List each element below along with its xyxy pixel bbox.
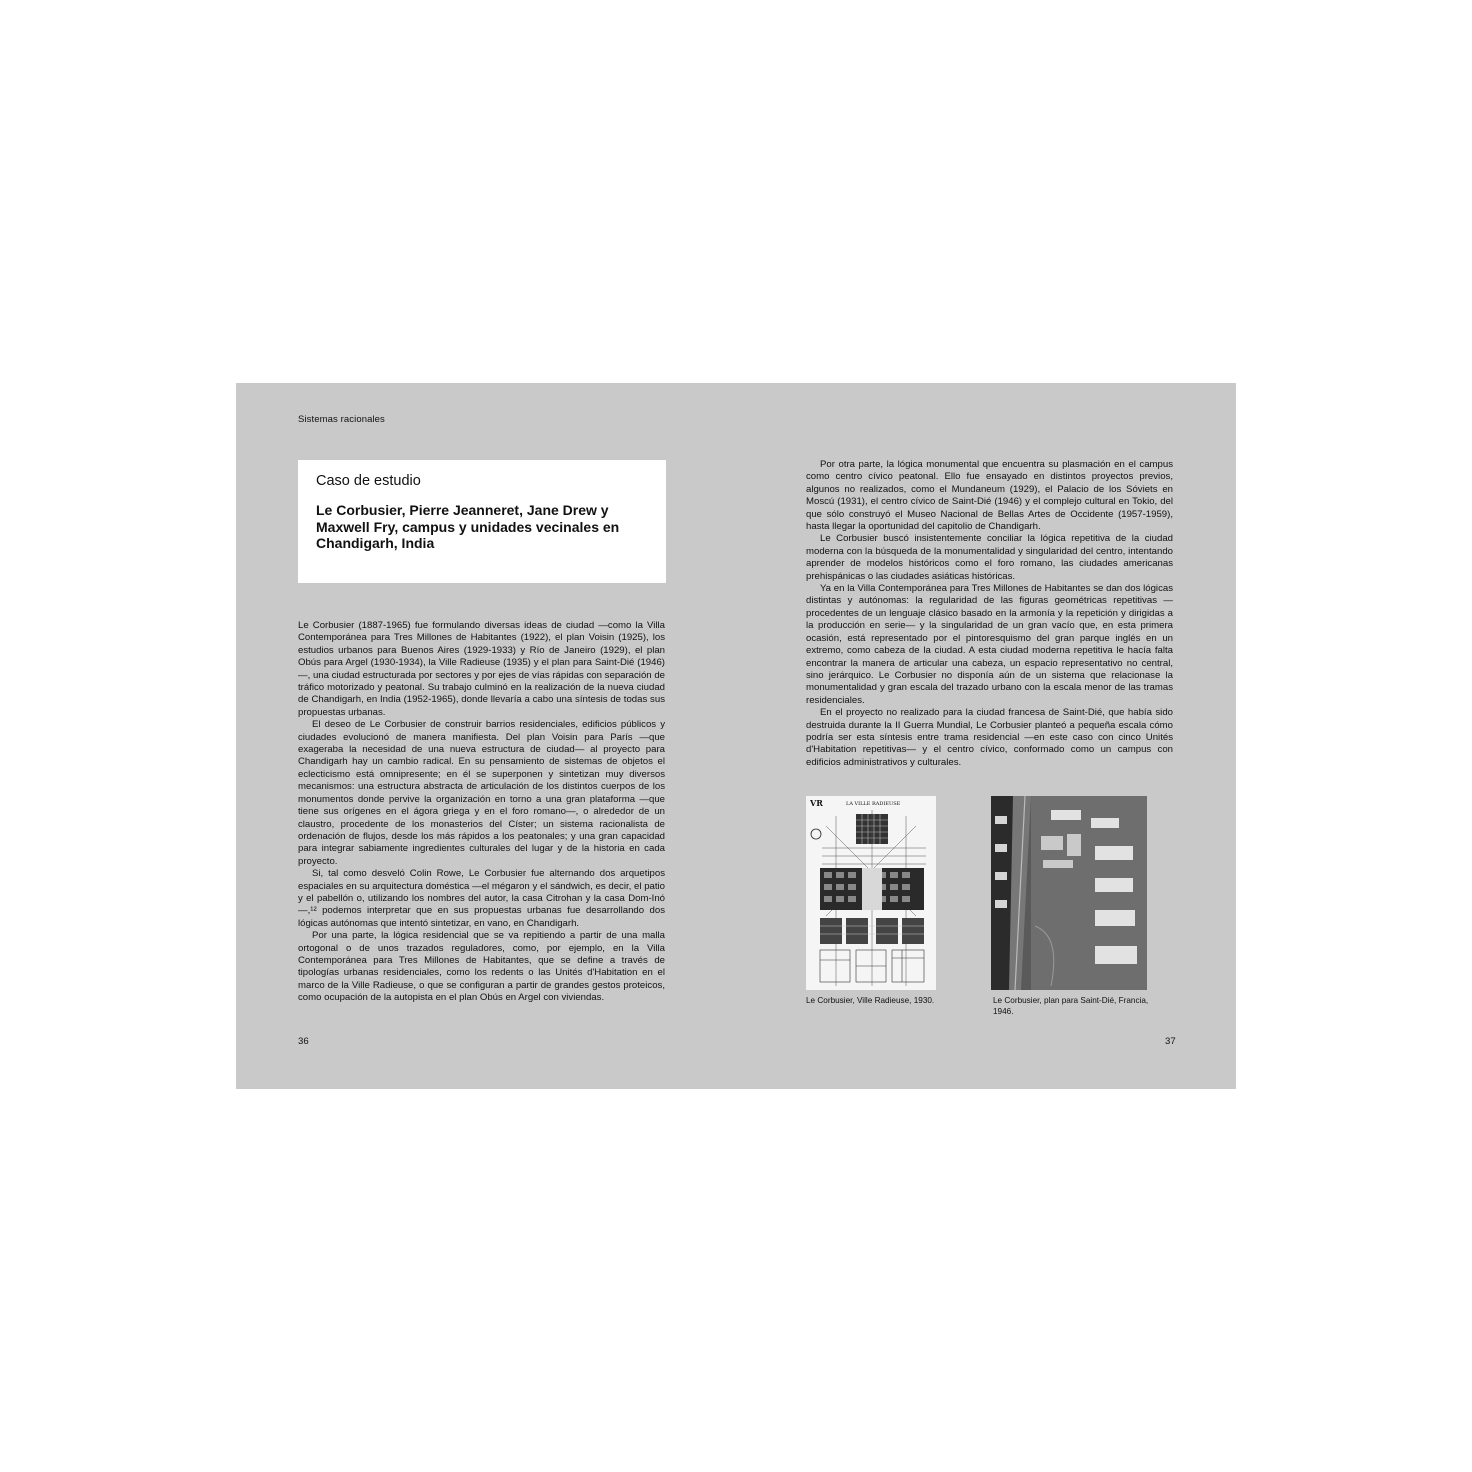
plan-mark: VR bbox=[810, 798, 823, 808]
figure-caption: Le Corbusier, plan para Saint-Dié, Francia, 1946. bbox=[993, 996, 1149, 1016]
paragraph: Ya en la Villa Contemporánea para Tres Millones de Habitantes se dan dos lógicas distintas y autónomas: la regularidad de las figuras geométricas repetitivas —procedentes de un lenguaje clásico basado en la armonía y la repetición y dirigidas a la producción en serie— y la singularidad de un gran vacío que, en esta primera ocasión, está representado por el pintoresquismo del gran parque inglés en un extremo, como cabeza de la ciudad. A esta ciudad moderna repetitiva le hacía falta encontrar la manera de articular una cabeza, un espacio representativo no central, sino jerárquico. Le Corbusier no disponía aún de un sistema que relacionase la monumentalidad y gran escala del trazado urbano con la escala menor de las tramas residenciales. bbox=[806, 583, 1173, 706]
paragraph: Por una parte, la lógica residencial que se va repitiendo a partir de una malla ortogonal o de unos trazados reguladores, como, por ejemplo, en la Villa Contemporánea para Tres Millones de Habitantes, que se define a través de tipologías urbanas residenciales, como los redents o las Unités d'Habitation en el marco de la Ville Radieuse, o que se configuran a partir de grandes gestos proteicos, como ocupación de la autopista en el plan Obús en Argel con viviendas. bbox=[298, 930, 665, 1004]
case-study-kicker: Caso de estudio bbox=[316, 473, 421, 489]
running-head: Sistemas racionales bbox=[298, 414, 385, 425]
figure-caption: Le Corbusier, Ville Radieuse, 1930. bbox=[806, 996, 935, 1005]
saint-die-model-photo bbox=[991, 796, 1147, 990]
paragraph: Por otra parte, la lógica monumental que encuentra su plasmación en el campus como centro cívico peatonal. Ello fue ensayado en distintos proyectos previos, algunos no realizados, como el Mundaneum (1929), el Palacio de los Sóviets en Moscú (1931), el centro cívico de Saint-Dié (1946) y el complejo cultural en Tokio, del que sólo construyó el Museo Nacional de Bellas Artes de Occidente (1957-1959), hasta llegar la oportunidad del capitolio de Chandigarh. bbox=[806, 459, 1173, 533]
case-study-title: Le Corbusier, Pierre Jeanneret, Jane Drew y Maxwell Fry, campus y unidades vecinales en Chandigarh, India bbox=[316, 502, 620, 551]
book-spread bbox=[236, 383, 1236, 1089]
paragraph: Si, tal como desveló Colin Rowe, Le Corbusier fue alternando dos arquetipos espaciales en su arquitectura doméstica —el mégaron y el sándwich, es decir, el patio y el pabellón o, utilizando los nombres del autor, la casa Citrohan y la casa Dom-Inó—,¹² podemos interpretar que en sus propuestas urbanas fue desarrollando dos lógicas autónomas que intentó sintetizar, en vano, en Chandigarh. bbox=[298, 868, 665, 929]
plan-header: LA VILLE RADIEUSE bbox=[846, 801, 901, 807]
paragraph: El deseo de Le Corbusier de construir barrios residenciales, edificios públicos y ciudades evolucionó de manera manifiesta. Del plan Voisin para París —que exageraba la necesidad de una nueva estructura de ciudad— al proyecto para Chandigarh hay un cambio radical. En su pensamiento de sistemas de objetos el eclecticismo está omnipresente; en él se superponen y sintetizan muy diversos mecanismos: una estructura abstracta de articulación de los distintos cuerpos de los monumentos donde pervive la organización en torno a una gran plataforma —que tiene sus orígenes en el ágora griega y en el foro romano—, o alrededor de un claustro, procedente de los monasterios del Císter; un sistema racionalista de ordenación de flujos, desde los más rápidos a los peatonales; y una gran capacidad para integrar sabiamente ingredientes culturales del lugar y de la historia en cada proyecto. bbox=[298, 719, 665, 867]
right-column-text bbox=[806, 459, 1173, 769]
ville-radieuse-plan-image bbox=[806, 796, 936, 990]
case-study-box bbox=[298, 460, 666, 583]
paragraph: Le Corbusier buscó insistentemente conciliar la lógica repetitiva de la ciudad moderna con la búsqueda de la monumentalidad y singularidad del centro, intentando aprender de modelos históricos como el foro romano, las ciudades americanas prehispánicas o las ciudades asiáticas históricas. bbox=[806, 533, 1173, 582]
paragraph: En el proyecto no realizado para la ciudad francesa de Saint-Dié, que había sido destruida durante la II Guerra Mundial, Le Corbusier planteó a pequeña escala cómo podría ser esta síntesis entre trama residencial —en este caso con cinco Unités d'Habitation repetitivas— y el centro cívico, conformado como un campus con edificios administrativos y culturales. bbox=[806, 707, 1173, 768]
left-column-text bbox=[298, 620, 665, 1005]
ville-radieuse-plan-drawing bbox=[806, 796, 936, 990]
paragraph: Le Corbusier (1887-1965) fue formulando diversas ideas de ciudad —como la Villa Contemporánea para Tres Millones de Habitantes (1922), el plan Voisin (1925), los estudios urbanos para Buenos Aires (1929-1933) y Río de Janeiro (1929), el plan Obús para Argel (1930-1934), la Ville Radieuse (1935) y el plan para Saint-Dié (1946)—, una ciudad estructurada por sectores y por ejes de vías rápidas con separación de tráfico motorizado y peatonal. Su trabajo culminó en la realización de la nueva ciudad de Chandigarh, en India (1952-1965), donde llevaría a cabo una síntesis de todas sus propuestas urbanas. bbox=[298, 620, 665, 718]
saint-die-model-image bbox=[991, 796, 1147, 990]
page-number-right: 37 bbox=[1165, 1036, 1176, 1047]
page-number-left: 36 bbox=[298, 1036, 309, 1047]
